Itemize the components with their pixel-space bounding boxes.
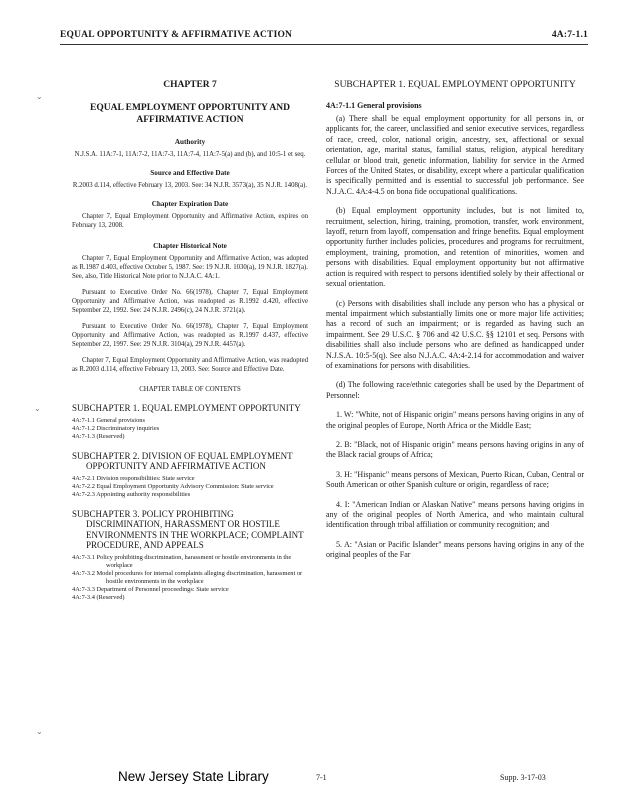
history-note: Chapter 7, Equal Employment Opportunity and Affirmative Action, was readopted as R.2003 d.114, effective February 13, 2003. See: Source and Effective Date. xyxy=(72,357,308,373)
history-label: Chapter Historical Note xyxy=(153,242,227,250)
authority-label: Authority xyxy=(174,138,206,146)
toc-subchapter-heading: SUBCHAPTER 3. POLICY PROHIBITING DISCRIMINATION, HARASSMENT OR HOSTILE ENVIRONMENTS IN THE WORKPLACE; COMPLAINT PROCEDURE, AND APPEALS xyxy=(72,508,304,550)
history-note: Chapter 7, Equal Employment Opportunity and Affirmative Action, was adopted as R.1987 d.403, effective October 5, 1987. See: 19 N.J.R. 1030(a), 19 N.J.R. 1827(a). See, also, Title Historical Note prior to N.J.A.C. 4A:1. xyxy=(72,255,308,280)
chapter-number: CHAPTER 7 xyxy=(163,80,217,90)
expiration-text: Chapter 7, Equal Employment Opportunity and Affirmative Action, expires on February 13, 2008. xyxy=(72,213,308,229)
margin-mark: ⌄ xyxy=(36,727,43,736)
library-stamp: New Jersey State Library xyxy=(118,769,269,784)
source-text: R.2003 d.114, effective February 13, 2003. See: 34 N.J.R. 3573(a), 35 N.J.R. 1408(a). xyxy=(72,182,308,189)
history-note: Pursuant to Executive Order No. 66(1978), Chapter 7, Equal Employment Opportunity and Affirmative Action, was readopted as R.1997 d.437, effective September 22, 1997. See: 29 N.J.R. 3104(a), 29 N.J.R. 4457(a). xyxy=(72,323,308,348)
header-rule xyxy=(60,44,588,45)
toc-subchapter xyxy=(72,451,308,499)
history-note: Pursuant to Executive Order No. 66(1978), Chapter 7, Equal Employment Opportunity and Affirmative Action, was readopted as R.1992 d.420, effective September 22, 1992. See: 24 N.J.R. 2496(c), 24 N.J.R. 3721(a). xyxy=(72,289,308,314)
running-header-title: EQUAL OPPORTUNITY & AFFIRMATIVE ACTION xyxy=(60,30,293,40)
toc-subchapter-heading: SUBCHAPTER 1. EQUAL EMPLOYMENT OPPORTUNITY xyxy=(72,403,301,413)
paragraph: (b) Equal employment opportunity includes, but is not limited to, recruitment, selection, hiring, training, promotion, transfer, work environment, layoff, return from layoff, compensation and fringe benefits. Equal employment opportunity further includes policies, procedures and programs for recruitment, employment, training, promotion, and retention of minorities, women and persons with disabilities. Equal employment opportunity but not affirmative action is required with respect to persons identified solely by their affectional or sexual orientation. xyxy=(326,206,584,289)
toc-item: 4A:7-3.3 Department of Personnel proceedings: State service xyxy=(72,585,229,593)
toc-item: 4A:7-1.3 (Reserved) xyxy=(72,432,125,440)
margin-mark: ⌄ xyxy=(34,404,41,413)
paragraph: (c) Persons with disabilities shall include any person who has a physical or mental impairment which substantially limits one or more major life activities; has a record of such an impairment; or is regarded as having such an impairment. See 29 U.S.C. § 706 and 42 U.S.C. §§ 12101 et seq. Persons with disabilities shall also include persons who are defined as handicapped under N.J.S.A. 10:5-5(q). See also N.J.A.C. 4A:4-2.14 for accommodation and waiver of examinations for persons with disabilities. xyxy=(326,298,584,370)
paragraph: (a) There shall be equal employment opportunity for all persons in, or applicants for, the career, unclassified and senior executive services, regardless of race, creed, color, national origin, ancestry, sex, affectional or sexual orientation, age, marital status, familial status, religion, atypical hereditary cellular or blood trait, genetic information, liability for service in the Armed Forces of the United States, or disability, except where a particular qualification is specifically permitted and is essential to successful job performance. See N.J.A.C. 4A:4-4.5 on bona fide occupational qualifications. xyxy=(326,114,584,196)
toc-item: 4A:7-2.3 Appointing authority responsibilities xyxy=(72,490,191,498)
running-header xyxy=(60,30,588,40)
section-heading: 4A:7-1.1 General provisions xyxy=(326,101,422,110)
toc-title: CHAPTER TABLE OF CONTENTS xyxy=(139,386,241,393)
expiration-label: Chapter Expiration Date xyxy=(151,200,229,208)
toc-subchapter xyxy=(72,509,308,602)
paragraph: 3. H: "Hispanic" means persons of Mexican, Puerto Rican, Cuban, Central or South American or other Spanish culture or origin, regardless of race; xyxy=(326,469,584,490)
toc-item: 4A:7-3.4 (Reserved) xyxy=(72,593,125,601)
chapter-title: EQUAL EMPLOYMENT OPPORTUNITY AND AFFIRMATIVE ACTION xyxy=(90,103,290,125)
left-column xyxy=(72,80,308,612)
toc-item: 4A:7-1.1 General provisions xyxy=(72,416,145,424)
toc-subchapter xyxy=(72,403,308,441)
toc-subchapter-heading: SUBCHAPTER 2. DIVISION OF EQUAL EMPLOYMENT OPPORTUNITY AND AFFIRMATIVE ACTION xyxy=(72,450,293,471)
source-label: Source and Effective Date xyxy=(150,169,230,177)
paragraph: (d) The following race/ethnic categories shall be used by the Department of Personnel: xyxy=(326,380,584,400)
right-column xyxy=(326,80,584,570)
authority-text: N.J.S.A. 11A:7-1, 11A:7-2, 11A:7-3, 11A:7-4, 11A:7-5(a) and (b), and 10:5-1 et seq. xyxy=(74,151,306,158)
paragraph: 5. A: "Asian or Pacific Islander" means persons having origins in any of the original peoples of the Far xyxy=(326,539,584,560)
paragraph: 4. I: "American Indian or Alaskan Native" means persons having origins in any of the original peoples of North America, and who maintain cultural identification through tribal affiliation or community recognition; and xyxy=(326,499,584,530)
toc-item: 4A:7-3.1 Policy prohibiting discrimination, harassment or hostile environments in the workplace xyxy=(72,553,292,569)
subchapter-heading: SUBCHAPTER 1. EQUAL EMPLOYMENT OPPORTUNITY xyxy=(334,80,576,90)
toc-item: 4A:7-2.1 Division responsibilities: State service xyxy=(72,474,195,482)
page-number: 7-1 xyxy=(316,773,327,782)
toc-item: 4A:7-1.2 Discriminatory inquiries xyxy=(72,424,160,432)
paragraph: 1. W: "White, not of Hispanic origin" means persons having origins in any of the original peoples of Europe, North Africa or the Middle East; xyxy=(326,410,584,430)
toc-item: 4A:7-3.2 Model procedures for internal complaints alleging discrimination, harassment or hostile environments in the workplace xyxy=(72,569,303,585)
margin-mark: ⌄ xyxy=(36,92,43,101)
supplement-date: Supp. 3-17-03 xyxy=(500,773,546,782)
toc-item: 4A:7-2.2 Equal Employment Opportunity Advisory Commission: State service xyxy=(72,482,274,490)
running-header-section: 4A:7-1.1 xyxy=(551,30,588,40)
paragraph: 2. B: "Black, not of Hispanic origin" means persons having origins in any of the Black racial groups of Africa; xyxy=(326,439,584,460)
